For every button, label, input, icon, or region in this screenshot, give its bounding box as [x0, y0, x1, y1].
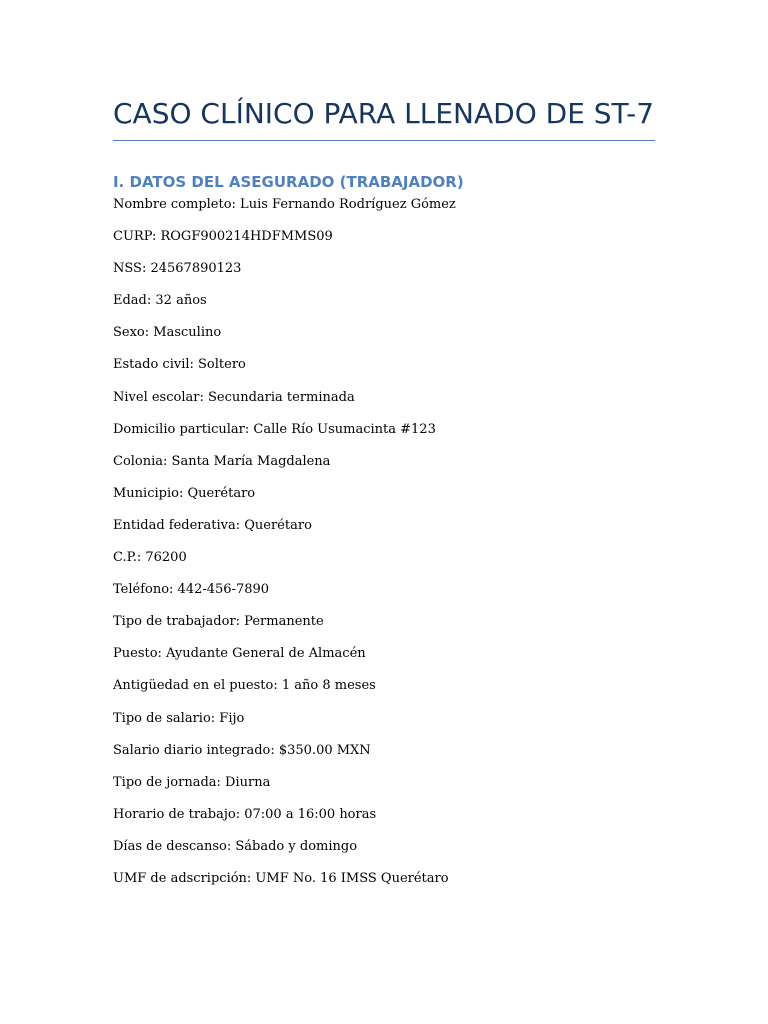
- field-tipo-de-jornada: Tipo de jornada: Diurna: [113, 774, 271, 790]
- field-edad: Edad: 32 años: [113, 293, 207, 309]
- title-underline-rule: [113, 140, 655, 141]
- field-tipo-de-trabajador: Tipo de trabajador: Permanente: [113, 614, 324, 630]
- field-curp: CURP: ROGF900214HDFMMS09: [113, 229, 333, 245]
- field-colonia: Colonia: Santa María Magdalena: [113, 453, 331, 469]
- insured-data-field-list: [113, 195, 456, 901]
- field-nombre-completo: Nombre completo: Luis Fernando Rodríguez Gómez: [113, 197, 456, 212]
- field-municipio: Municipio: Querétaro: [113, 485, 256, 501]
- field-telefono: Teléfono: 442-456-7890: [113, 582, 270, 598]
- field-umf-de-adscripcion: UMF de adscripción: UMF No. 16 IMSS Querétaro: [113, 870, 449, 886]
- field-horario-de-trabajo: Horario de trabajo: 07:00 a 16:00 horas: [113, 806, 377, 822]
- field-sexo: Sexo: Masculino: [113, 325, 222, 341]
- field-salario-diario: Salario diario integrado: $350.00 MXN: [113, 742, 371, 758]
- field-domicilio-particular: Domicilio particular: Calle Río Usumacinta #123: [113, 421, 436, 437]
- document-title: CASO CLÍNICO PARA LLENADO DE ST-7: [113, 97, 655, 130]
- field-nivel-escolar: Nivel escolar: Secundaria terminada: [113, 389, 355, 405]
- field-puesto: Puesto: Ayudante General de Almacén: [113, 646, 366, 662]
- field-dias-de-descanso: Días de descanso: Sábado y domingo: [113, 838, 358, 854]
- field-antiguedad: Antigüedad en el puesto: 1 año 8 meses: [113, 678, 376, 694]
- field-codigo-postal: C.P.: 76200: [113, 550, 187, 566]
- field-entidad-federativa: Entidad federativa: Querétaro: [113, 517, 312, 533]
- section-heading-datos-asegurado: I. DATOS DEL ASEGURADO (TRABAJADOR): [113, 173, 464, 191]
- field-estado-civil: Estado civil: Soltero: [113, 357, 246, 373]
- field-nss: NSS: 24567890123: [113, 261, 242, 277]
- field-tipo-de-salario: Tipo de salario: Fijo: [113, 710, 245, 726]
